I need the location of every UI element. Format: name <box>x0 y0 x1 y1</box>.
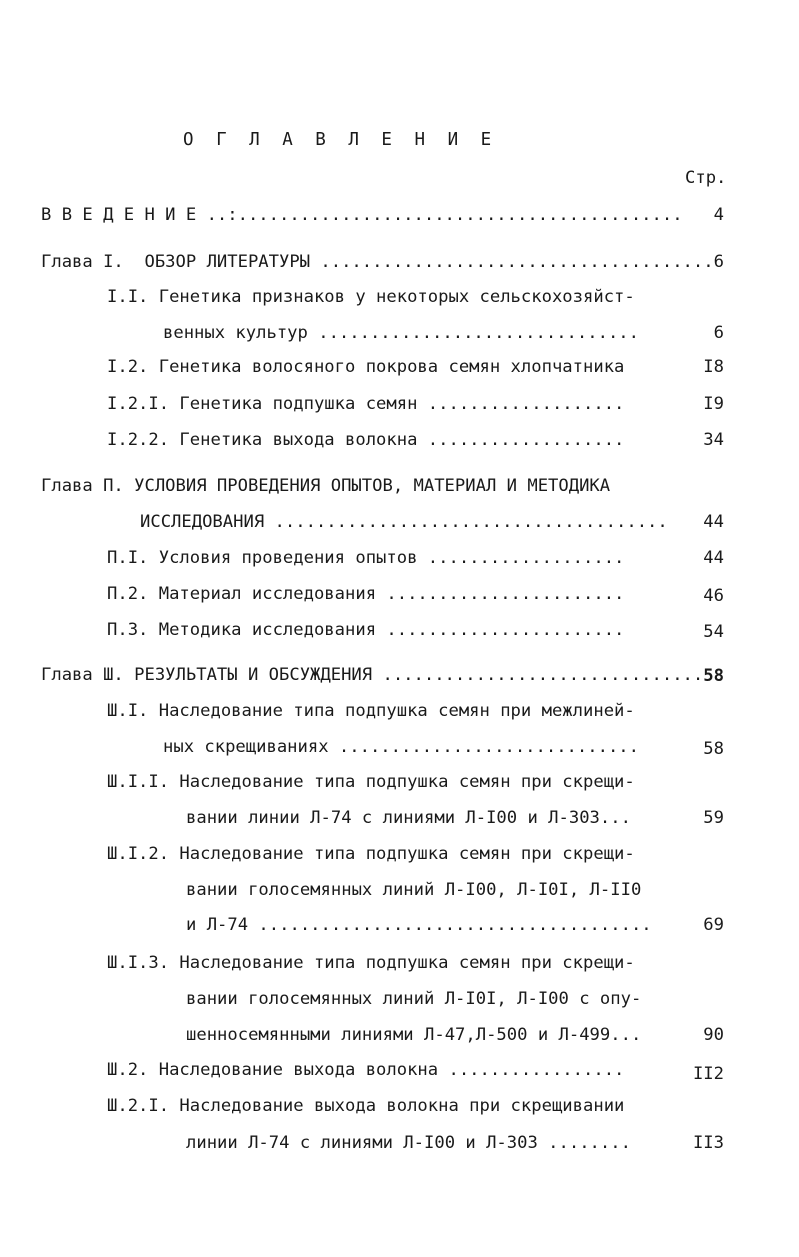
toc-entry-page: 6 <box>713 323 724 343</box>
toc-entry-text: Глава Ш. РЕЗУЛЬТАТЫ И ОБСУЖДЕНИЯ ............................... <box>41 665 704 685</box>
toc-entry-page: 58 <box>703 739 724 759</box>
toc-entry-text: вании голосемянных линий Л-I0I, Л-I00 с опу- <box>186 989 642 1009</box>
toc-entry-page: 54 <box>703 622 724 642</box>
toc-entry-text: В В Е Д Е Н И Е ..:........................................... <box>41 205 683 225</box>
toc-entry-text: Глава I. ОБЗОР ЛИТЕРАТУРЫ ...................................... <box>41 252 714 272</box>
toc-entry-page: 6 <box>713 252 724 272</box>
toc-entry-text: П.3. Методика исследования ....................... <box>107 620 625 640</box>
toc-entry-page: 34 <box>703 430 724 450</box>
toc-entry-text: Ш.I.3. Наследование типа подпушка семян при скрещи- <box>107 953 635 973</box>
toc-entry-page: 58 <box>703 666 724 686</box>
toc-entry-text: вании линии Л-74 с линиями Л-I00 и Л-303... <box>186 808 631 828</box>
toc-entry-page: 59 <box>703 808 724 828</box>
toc-entry-text: I.2. Генетика волосяного покрова семян хлопчатника <box>107 357 625 377</box>
toc-entry-text: шенносемянными линиями Л-47,Л-500 и Л-499... <box>186 1025 642 1045</box>
toc-entry-page: II3 <box>692 1133 724 1153</box>
toc-entry-text: и Л-74 ...................................... <box>186 915 652 935</box>
toc-entry-page: 90 <box>703 1025 724 1045</box>
toc-entry-text: Ш.I.2. Наследование типа подпушка семян при скрещи- <box>107 844 635 864</box>
toc-entry-page: 69 <box>703 915 724 935</box>
toc-entry-page: II2 <box>692 1064 724 1084</box>
toc-entry-page: I9 <box>703 394 724 414</box>
toc-entry-text: линии Л-74 с линиями Л-I00 и Л-303 ........ <box>186 1133 631 1153</box>
toc-entry-text: Ш.I. Наследование типа подпушка семян при межлиней- <box>107 701 635 721</box>
toc-entry-text: П.2. Материал исследования ....................... <box>107 584 625 604</box>
toc-entry-page: 44 <box>703 548 724 568</box>
toc-entry-text: Ш.2.I. Наследование выхода волокна при скрещивании <box>107 1096 625 1116</box>
toc-entry-text: венных культур ............................... <box>163 323 639 343</box>
toc-entry-text: Ш.2. Наследование выхода волокна ................. <box>107 1060 625 1080</box>
toc-entry-text: ных скрещиваниях ............................. <box>163 737 639 757</box>
toc-entry-page: 44 <box>703 512 724 532</box>
toc-entry-text: Ш.I.I. Наследование типа подпушка семян при скрещи- <box>107 772 635 792</box>
toc-entry-page: 4 <box>713 205 724 225</box>
toc-entry-text: ИССЛЕДОВАНИЯ ...................................... <box>140 512 668 532</box>
toc-entry-text: Глава П. УСЛОВИЯ ПРОВЕДЕНИЯ ОПЫТОВ, МАТЕРИАЛ И МЕТОДИКА <box>41 476 611 496</box>
toc-title: О Г Л А В Л Е Н И Е <box>183 130 498 150</box>
toc-entry-page: I8 <box>703 357 724 377</box>
toc-entry-text: I.I. Генетика признаков у некоторых сельскохозяйст- <box>107 287 635 307</box>
toc-entry-text: I.2.I. Генетика подпушка семян ................... <box>107 394 625 414</box>
toc-entry-text: П.I. Условия проведения опытов ................... <box>107 548 625 568</box>
toc-entry-text: I.2.2. Генетика выхода волокна ................... <box>107 430 625 450</box>
page-column-label: Стр. <box>685 168 727 188</box>
toc-entry-text: вании голосемянных линий Л-I00, Л-I0I, Л-II0 <box>186 880 642 900</box>
toc-entry-page: 46 <box>703 586 724 606</box>
